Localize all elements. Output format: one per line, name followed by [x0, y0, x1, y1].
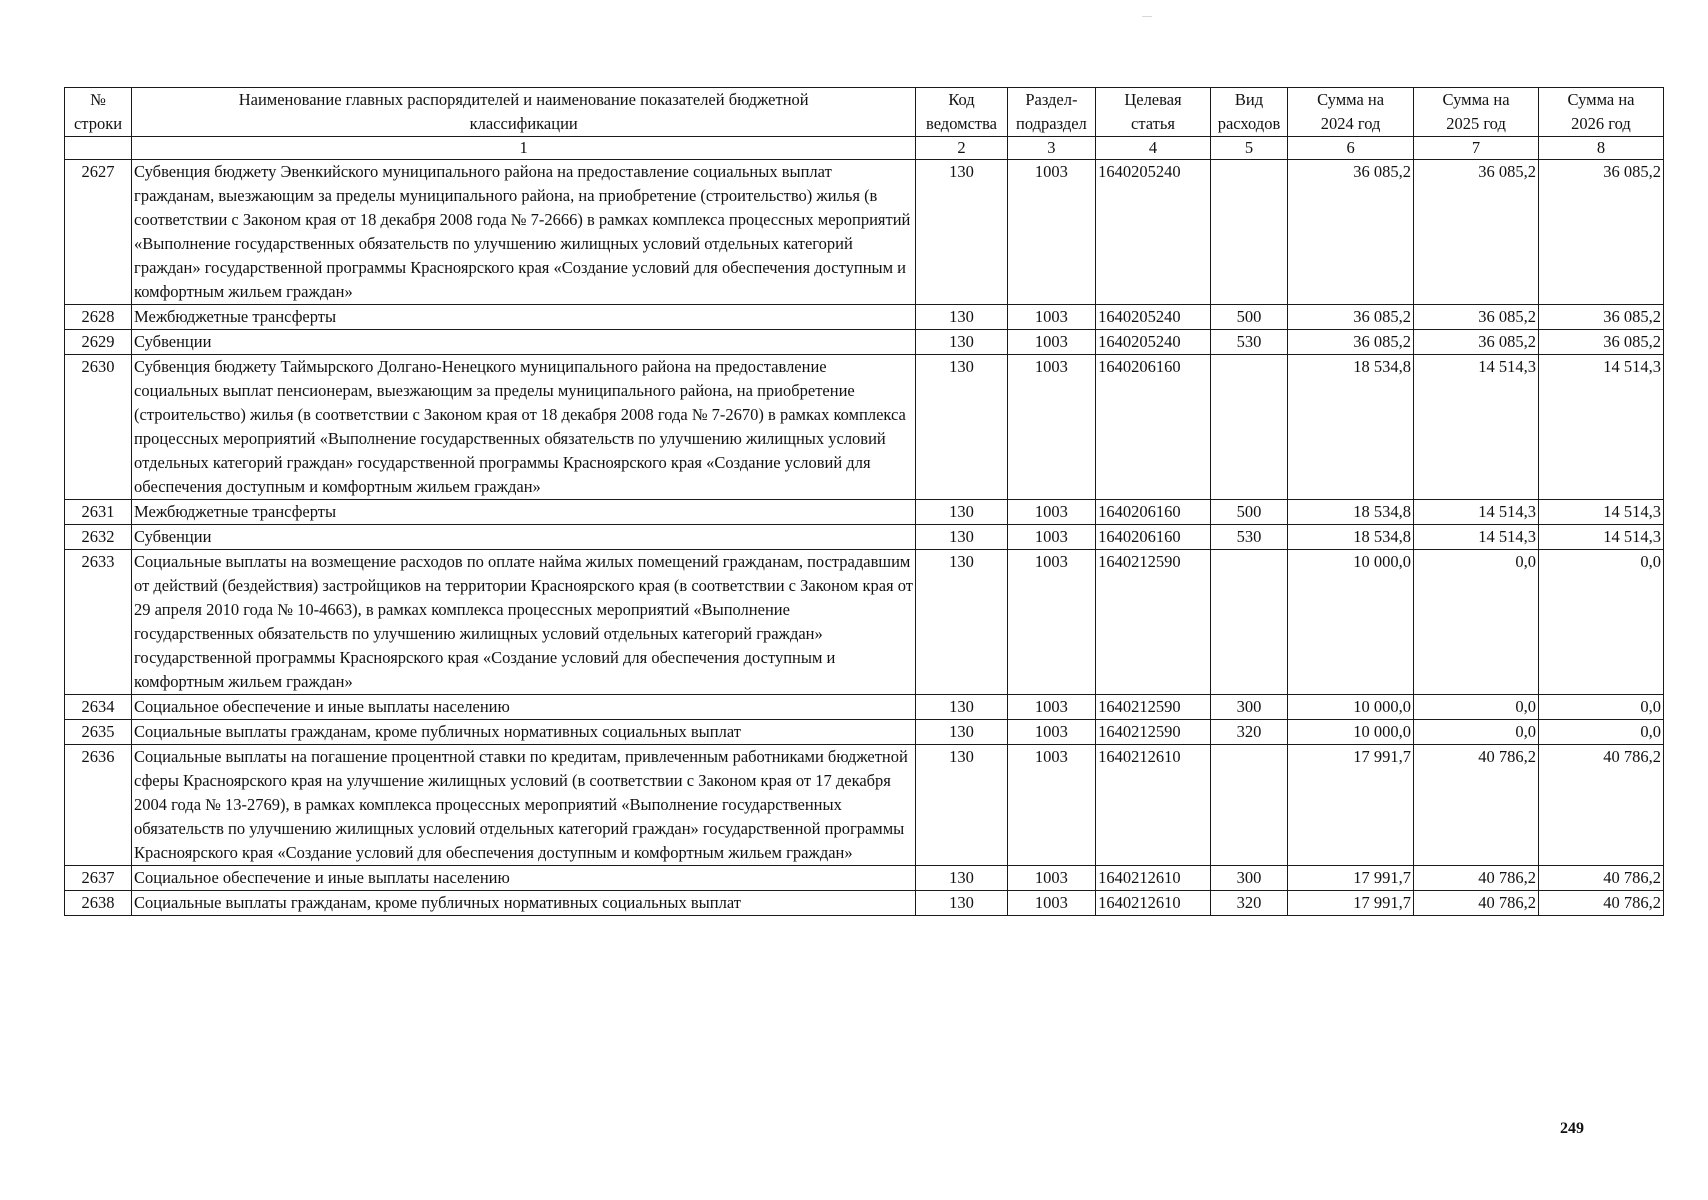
department-code: 130 — [916, 500, 1007, 525]
target-article: 1640212590 — [1096, 550, 1211, 695]
sum-2024: 10 000,0 — [1288, 720, 1414, 745]
sum-2024: 10 000,0 — [1288, 550, 1414, 695]
department-code: 130 — [916, 745, 1007, 866]
sum-2026: 40 786,2 — [1539, 866, 1664, 891]
sum-2026: 0,0 — [1539, 695, 1664, 720]
target-article: 1640206160 — [1096, 355, 1211, 500]
table-row — [65, 695, 1664, 720]
header-name: Наименование главных распорядителей и наименование показателей бюджетной классификации — [132, 88, 916, 137]
sum-2026: 40 786,2 — [1539, 891, 1664, 916]
department-code: 130 — [916, 355, 1007, 500]
budget-table — [64, 87, 1664, 916]
sum-2025: 0,0 — [1414, 550, 1539, 695]
row-number: 2634 — [65, 695, 132, 720]
section-code: 1003 — [1007, 355, 1095, 500]
section-code: 1003 — [1007, 330, 1095, 355]
column-index: 7 — [1414, 137, 1539, 160]
table-row — [65, 355, 1664, 500]
row-number: 2635 — [65, 720, 132, 745]
header-sum-2025: Сумма на 2025 год — [1414, 88, 1539, 137]
sum-2026: 0,0 — [1539, 550, 1664, 695]
sum-2024: 36 085,2 — [1288, 330, 1414, 355]
table-header — [65, 88, 1664, 160]
expense-kind: 300 — [1210, 866, 1287, 891]
column-index — [65, 137, 132, 160]
header-row-number: № строки — [65, 88, 132, 137]
sum-2025: 0,0 — [1414, 695, 1539, 720]
target-article: 1640206160 — [1096, 525, 1211, 550]
item-name: Субвенция бюджету Таймырского Долгано-Ненецкого муниципального района на предоставление социальных выплат пенсионерам, выезжающим за пределы муниципального района, на приобретение (строительство) жилья (в соответствии с Законом края от 18 декабря 2008 года № 7-2670) в рамках комплекса процессных мероприятий «Выполнение государственных обязательств по улучшению жилищных условий отдельных категорий граждан» государственной программы Красноярского края «Создание условий для обеспечения доступным и комфортным жильем граждан» — [132, 355, 916, 500]
column-index-row — [65, 137, 1664, 160]
item-name: Социальные выплаты гражданам, кроме публичных нормативных социальных выплат — [132, 720, 916, 745]
expense-kind — [1210, 160, 1287, 305]
table-row — [65, 330, 1664, 355]
column-index: 4 — [1096, 137, 1211, 160]
department-code: 130 — [916, 330, 1007, 355]
expense-kind — [1210, 550, 1287, 695]
target-article: 1640206160 — [1096, 500, 1211, 525]
header-section: Раздел- подраздел — [1007, 88, 1095, 137]
header-department-code: Код ведомства — [916, 88, 1007, 137]
header-target-article: Целевая статья — [1096, 88, 1211, 137]
section-code: 1003 — [1007, 550, 1095, 695]
page-number: 249 — [1560, 1120, 1584, 1137]
target-article: 1640212610 — [1096, 745, 1211, 866]
item-name: Социальные выплаты на возмещение расходов по оплате найма жилых помещений гражданам, пострадавшим от действий (бездействия) застройщиков на территории Красноярского края (в соответствии с Законом края от 29 апреля 2010 года № 10-4663), в рамках комплекса процессных мероприятий «Выполнение государственных обязательств по улучшению жилищных условий отдельных категорий граждан» государственной программы Красноярского края «Создание условий для обеспечения доступным и комфортным жильем граждан» — [132, 550, 916, 695]
table-body — [65, 160, 1664, 916]
section-code: 1003 — [1007, 160, 1095, 305]
sum-2025: 40 786,2 — [1414, 745, 1539, 866]
section-code: 1003 — [1007, 745, 1095, 866]
table-row — [65, 550, 1664, 695]
department-code: 130 — [916, 695, 1007, 720]
section-code: 1003 — [1007, 695, 1095, 720]
header-row — [65, 88, 1664, 137]
item-name: Социальное обеспечение и иные выплаты населению — [132, 695, 916, 720]
sum-2025: 14 514,3 — [1414, 355, 1539, 500]
column-index: 1 — [132, 137, 916, 160]
table-row — [65, 160, 1664, 305]
sum-2024: 17 991,7 — [1288, 866, 1414, 891]
expense-kind — [1210, 745, 1287, 866]
sum-2025: 36 085,2 — [1414, 305, 1539, 330]
target-article: 1640205240 — [1096, 305, 1211, 330]
sum-2026: 14 514,3 — [1539, 500, 1664, 525]
target-article: 1640205240 — [1096, 160, 1211, 305]
row-number: 2636 — [65, 745, 132, 866]
sum-2026: 36 085,2 — [1539, 160, 1664, 305]
row-number: 2631 — [65, 500, 132, 525]
scan-mark — [1142, 16, 1152, 17]
item-name: Межбюджетные трансферты — [132, 305, 916, 330]
header-sum-2026: Сумма на 2026 год — [1539, 88, 1664, 137]
expense-kind: 320 — [1210, 720, 1287, 745]
table-row — [65, 500, 1664, 525]
sum-2025: 36 085,2 — [1414, 330, 1539, 355]
department-code: 130 — [916, 891, 1007, 916]
row-number: 2637 — [65, 866, 132, 891]
sum-2024: 36 085,2 — [1288, 305, 1414, 330]
sum-2024: 17 991,7 — [1288, 745, 1414, 866]
expense-kind: 530 — [1210, 330, 1287, 355]
table-row — [65, 866, 1664, 891]
table-row — [65, 745, 1664, 866]
sum-2026: 14 514,3 — [1539, 355, 1664, 500]
expense-kind: 300 — [1210, 695, 1287, 720]
item-name: Субвенции — [132, 330, 916, 355]
row-number: 2632 — [65, 525, 132, 550]
item-name: Субвенция бюджету Эвенкийского муниципального района на предоставление социальных выплат гражданам, выезжающим за пределы муниципального района, на приобретение (строительство) жилья (в соответствии с Законом края от 18 декабря 2008 года № 7-2666) в рамках комплекса процессных мероприятий «Выполнение государственных обязательств по улучшению жилищных условий отдельных категорий граждан» государственной программы Красноярского края «Создание условий для обеспечения доступным и комфортным жильем граждан» — [132, 160, 916, 305]
sum-2024: 18 534,8 — [1288, 525, 1414, 550]
row-number: 2628 — [65, 305, 132, 330]
department-code: 130 — [916, 160, 1007, 305]
section-code: 1003 — [1007, 500, 1095, 525]
item-name: Социальное обеспечение и иные выплаты населению — [132, 866, 916, 891]
expense-kind: 500 — [1210, 305, 1287, 330]
expense-kind: 320 — [1210, 891, 1287, 916]
target-article: 1640212590 — [1096, 695, 1211, 720]
expense-kind — [1210, 355, 1287, 500]
section-code: 1003 — [1007, 305, 1095, 330]
table-row — [65, 305, 1664, 330]
sum-2024: 10 000,0 — [1288, 695, 1414, 720]
row-number: 2627 — [65, 160, 132, 305]
row-number: 2629 — [65, 330, 132, 355]
target-article: 1640212610 — [1096, 866, 1211, 891]
sum-2025: 40 786,2 — [1414, 891, 1539, 916]
expense-kind: 500 — [1210, 500, 1287, 525]
department-code: 130 — [916, 550, 1007, 695]
sum-2024: 36 085,2 — [1288, 160, 1414, 305]
department-code: 130 — [916, 525, 1007, 550]
sum-2024: 18 534,8 — [1288, 355, 1414, 500]
sum-2026: 40 786,2 — [1539, 745, 1664, 866]
sum-2026: 14 514,3 — [1539, 525, 1664, 550]
sum-2026: 36 085,2 — [1539, 305, 1664, 330]
column-index: 6 — [1288, 137, 1414, 160]
sum-2025: 14 514,3 — [1414, 500, 1539, 525]
department-code: 130 — [916, 305, 1007, 330]
target-article: 1640212590 — [1096, 720, 1211, 745]
table-row — [65, 891, 1664, 916]
sum-2025: 14 514,3 — [1414, 525, 1539, 550]
sum-2025: 0,0 — [1414, 720, 1539, 745]
sum-2024: 18 534,8 — [1288, 500, 1414, 525]
item-name: Межбюджетные трансферты — [132, 500, 916, 525]
sum-2026: 0,0 — [1539, 720, 1664, 745]
row-number: 2630 — [65, 355, 132, 500]
section-code: 1003 — [1007, 891, 1095, 916]
row-number: 2633 — [65, 550, 132, 695]
sum-2025: 40 786,2 — [1414, 866, 1539, 891]
column-index: 5 — [1210, 137, 1287, 160]
section-code: 1003 — [1007, 525, 1095, 550]
section-code: 1003 — [1007, 720, 1095, 745]
column-index: 3 — [1007, 137, 1095, 160]
header-expense-kind: Вид расходов — [1210, 88, 1287, 137]
target-article: 1640212610 — [1096, 891, 1211, 916]
department-code: 130 — [916, 720, 1007, 745]
item-name: Социальные выплаты гражданам, кроме публичных нормативных социальных выплат — [132, 891, 916, 916]
target-article: 1640205240 — [1096, 330, 1211, 355]
column-index: 2 — [916, 137, 1007, 160]
sum-2026: 36 085,2 — [1539, 330, 1664, 355]
item-name: Субвенции — [132, 525, 916, 550]
sum-2025: 36 085,2 — [1414, 160, 1539, 305]
column-index: 8 — [1539, 137, 1664, 160]
header-sum-2024: Сумма на 2024 год — [1288, 88, 1414, 137]
table-row — [65, 525, 1664, 550]
item-name: Социальные выплаты на погашение процентной ставки по кредитам, привлеченным работниками бюджетной сферы Красноярского края на улучшение жилищных условий (в соответствии с Законом края от 17 декабря 2004 года № 13-2769), в рамках комплекса процессных мероприятий «Выполнение государственных обязательств по улучшению жилищных условий отдельных категорий граждан» государственной программы Красноярского края «Создание условий для обеспечения доступным и комфортным жильем граждан» — [132, 745, 916, 866]
section-code: 1003 — [1007, 866, 1095, 891]
table-row — [65, 720, 1664, 745]
department-code: 130 — [916, 866, 1007, 891]
expense-kind: 530 — [1210, 525, 1287, 550]
sum-2024: 17 991,7 — [1288, 891, 1414, 916]
row-number: 2638 — [65, 891, 132, 916]
